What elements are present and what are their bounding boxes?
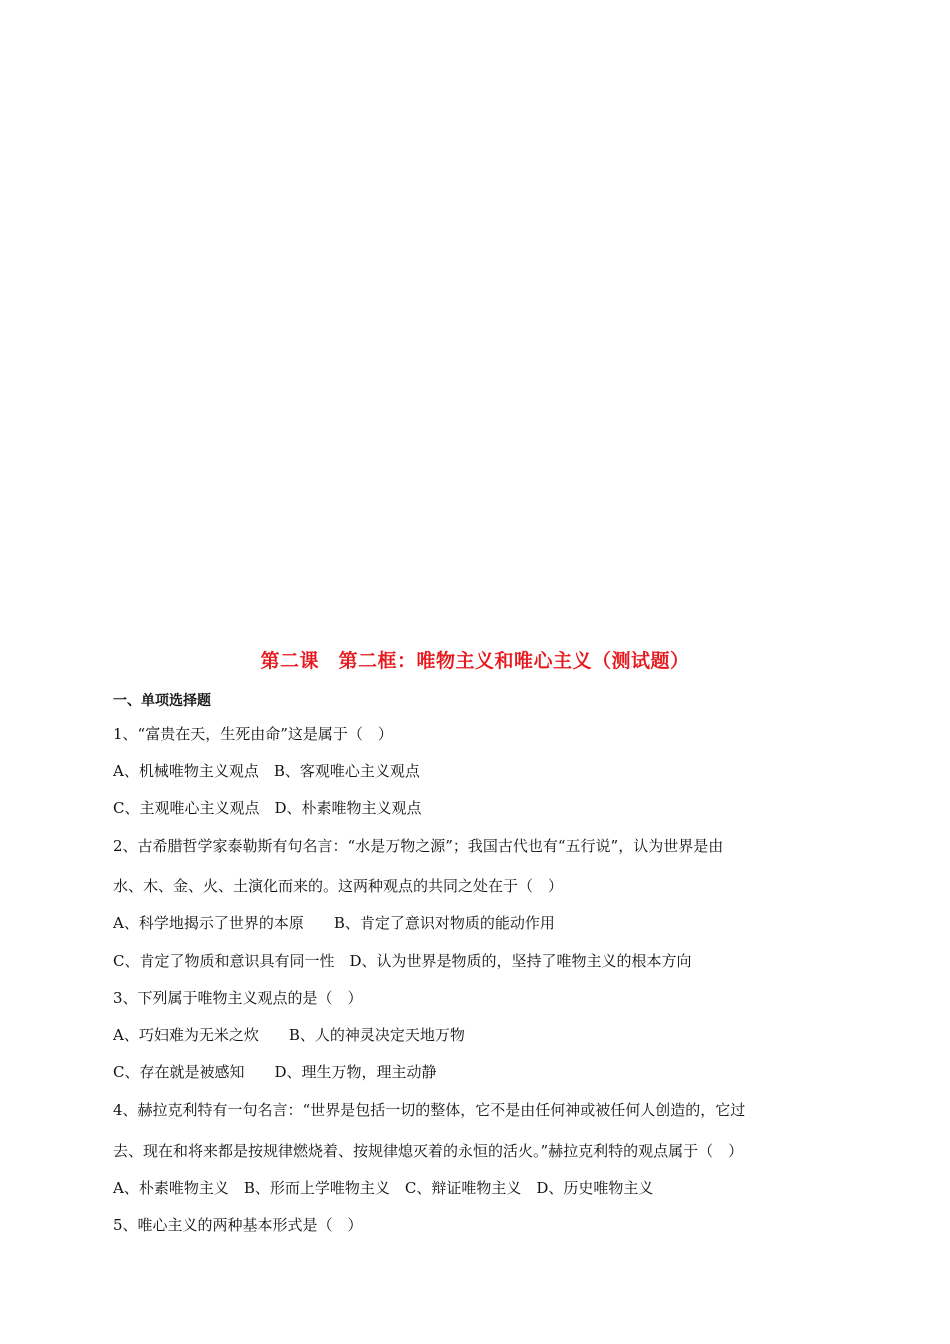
question-4: 去、现在和将来都是按规律燃烧着、按规律熄灭着的永恒的活火。”赫拉克利特的观点属于（ ） xyxy=(113,1142,744,1160)
question-1-options: C、主观唯心主义观点 D、朴素唯物主义观点 xyxy=(113,799,422,817)
document-title: 第二课 第二框：唯物主义和唯心主义（测试题） xyxy=(260,650,690,672)
question-2-options: A、科学地揭示了世界的本原 B、肯定了意识对物质的能动作用 xyxy=(113,914,555,932)
question-3-options: C、存在就是被感知 D、理生万物，理主动静 xyxy=(113,1063,437,1081)
question-3-options: A、巧妇难为无米之炊 B、人的神灵决定天地万物 xyxy=(113,1026,465,1044)
question-2: 水、木、金、火、土演化而来的。这两种观点的共同之处在于（ ） xyxy=(113,877,564,895)
question-5: 5、唯心主义的两种基本形式是（ ） xyxy=(113,1216,363,1234)
question-2-options: C、肯定了物质和意识具有同一性 D、认为世界是物质的，坚持了唯物主义的根本方向 xyxy=(113,952,692,970)
question-2: 2、古希腊哲学家泰勒斯有句名言：“水是万物之源”；我国古代也有“五行说”，认为世界是由 xyxy=(113,837,724,855)
question-1: 1、“富贵在天，生死由命”这是属于（ ） xyxy=(113,725,393,743)
section-heading: 一、单项选择题 xyxy=(113,693,211,709)
question-1-options: A、机械唯物主义观点 B、客观唯心主义观点 xyxy=(113,762,420,780)
question-4: 4、赫拉克利特有一句名言：“世界是包括一切的整体，它不是由任何神或被任何人创造的，它过 xyxy=(113,1101,746,1119)
question-4-options: A、朴素唯物主义 B、形而上学唯物主义 C、辩证唯物主义 D、历史唯物主义 xyxy=(113,1179,654,1197)
question-3: 3、下列属于唯物主义观点的是（ ） xyxy=(113,989,363,1007)
